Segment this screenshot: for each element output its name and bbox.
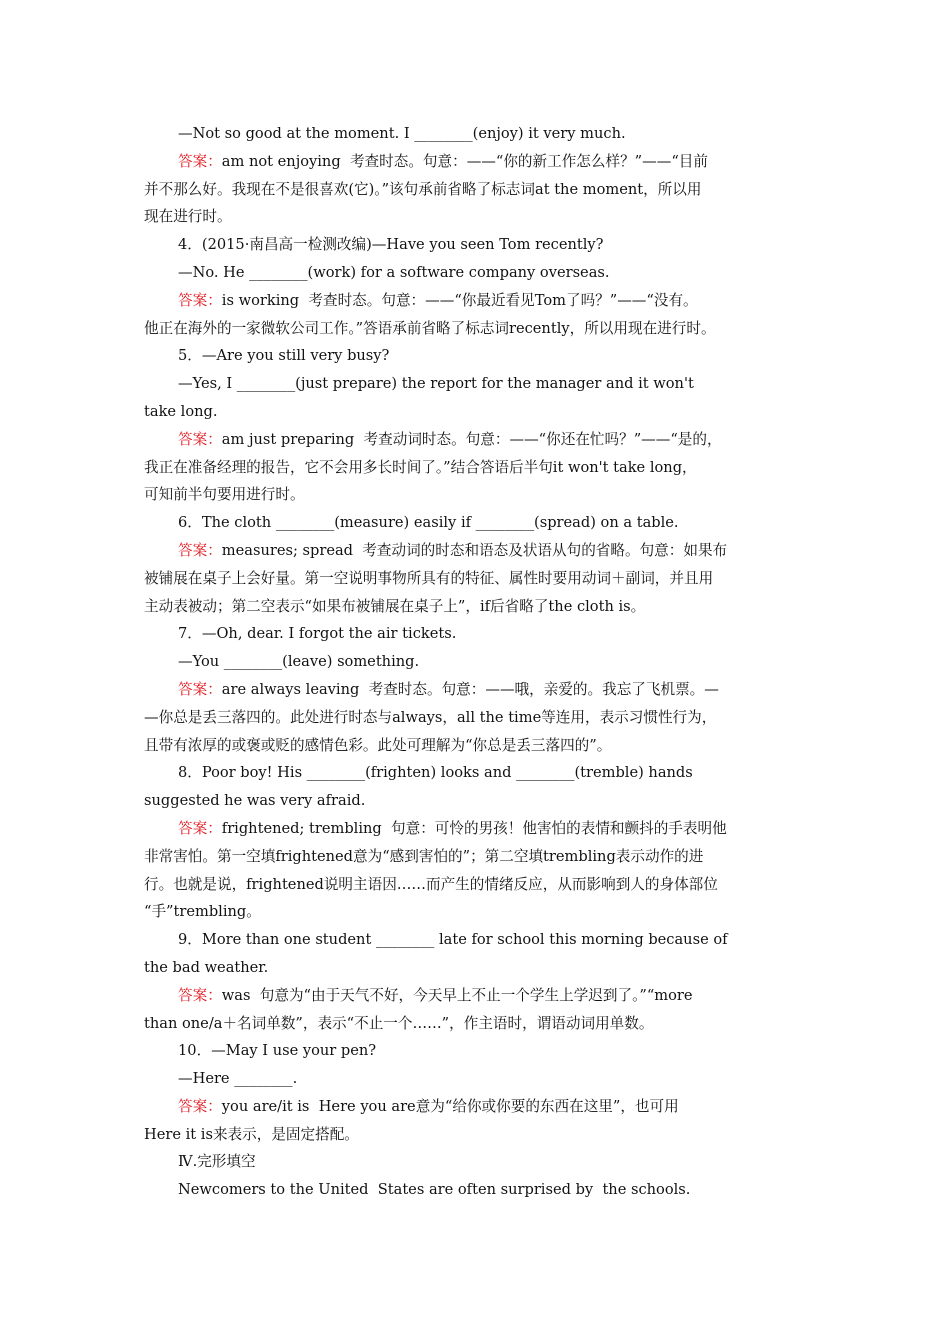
text-line xyxy=(144,203,806,231)
answer-line xyxy=(144,1093,806,1121)
answer-label: 答案： xyxy=(178,680,222,698)
answer-label: 答案： xyxy=(178,430,222,448)
line-text: —Yes, I ________(just prepare) the report for the manager and it won't xyxy=(178,375,694,393)
line-text: —Not so good at the moment. I ________(enjoy) it very much. xyxy=(178,125,626,142)
line-text: was 句意为“由于天气不好，今天早上不止一个学生上学迟到了。”“more xyxy=(221,986,693,1004)
line-text: Here it is来表示，是固定搭配。 xyxy=(144,1125,359,1143)
line-text: 7．—Oh, dear. I forgot the air tickets. xyxy=(178,625,457,643)
text-line xyxy=(144,787,806,815)
answer-line xyxy=(144,537,806,565)
text-line xyxy=(144,454,806,482)
text-line xyxy=(144,926,806,954)
line-text: suggested he was very afraid. xyxy=(144,792,366,810)
line-text: is working 考查时态。句意：——“你最近看见Tom了吗？”——“没有。 xyxy=(221,291,698,309)
text-line xyxy=(144,954,806,982)
line-text: the bad weather. xyxy=(144,958,269,976)
text-line xyxy=(144,732,806,760)
text-line xyxy=(144,1148,806,1176)
line-text: 且带有浓厚的或褒或贬的感情色彩。此处可理解为“你总是丢三落四的”。 xyxy=(144,736,612,754)
line-text: “手”trembling。 xyxy=(144,903,261,921)
line-text: 并不那么好。我现在不是很喜欢(它)。”该句承前省略了标志词at the moment，所以用 xyxy=(144,180,702,198)
line-text: you are/it is Here you are意为“给你或你要的东西在这里”，也可用 xyxy=(221,1097,679,1115)
text-line xyxy=(144,231,806,259)
answer-label: 答案： xyxy=(178,152,222,170)
line-text: are always leaving 考查时态。句意：——哦，亲爱的。我忘了飞机票。— xyxy=(221,680,719,698)
line-text: 非常害怕。第一空填frightened意为“感到害怕的”；第二空填trembling表示动作的进 xyxy=(144,847,704,865)
text-line xyxy=(144,398,806,426)
answer-label: 答案： xyxy=(178,1097,222,1115)
text-line xyxy=(144,648,806,676)
text-line xyxy=(144,1121,806,1149)
line-text: than one/a＋名词单数”，表示“不止一个……”，作主语时，谓语动词用单数。 xyxy=(144,1014,654,1032)
text-line xyxy=(144,509,806,537)
line-text: —你总是丢三落四的。此处进行时态与always，all the time等连用，表示习惯性行为， xyxy=(144,708,717,726)
text-line xyxy=(144,342,806,370)
answer-line xyxy=(144,676,806,704)
line-text: frightened; trembling 句意：可怜的男孩！他害怕的表情和颤抖的手表明他 xyxy=(221,819,727,837)
line-text: —You ________(leave) something. xyxy=(178,653,420,671)
text-line xyxy=(144,315,806,343)
line-text: —Here ________. xyxy=(178,1070,298,1088)
answer-label: 答案： xyxy=(178,291,222,309)
answer-line xyxy=(144,287,806,315)
text-line xyxy=(144,759,806,787)
line-text: am just preparing 考查动词时态。句意：——“你还在忙吗？”——“是的， xyxy=(221,430,722,448)
line-text: 行。也就是说，frightened说明主语因……而产生的情绪反应，从而影响到人的身体部位 xyxy=(144,875,718,893)
line-text: 被铺展在桌子上会好量。第一空说明事物所具有的特征、属性时要用动词＋副词，并且用 xyxy=(144,569,714,587)
text-line xyxy=(144,120,806,148)
text-line xyxy=(144,481,806,509)
answer-label: 答案： xyxy=(178,541,222,559)
line-text: 8．Poor boy! His ________(frighten) looks and ________(tremble) hands xyxy=(178,764,693,782)
text-line xyxy=(144,565,806,593)
text-line xyxy=(144,898,806,926)
text-line xyxy=(144,259,806,287)
text-line xyxy=(144,370,806,398)
text-line xyxy=(144,1176,806,1204)
line-text: 10．—May I use your pen? xyxy=(178,1042,377,1060)
line-text: Ⅳ.完形填空 xyxy=(178,1153,256,1171)
line-text: 主动表被动；第二空表示“如果布被铺展在桌子上”，if后省略了the cloth is。 xyxy=(144,597,646,615)
text-line xyxy=(144,1065,806,1093)
text-line xyxy=(144,620,806,648)
text-line xyxy=(144,1037,806,1065)
text-line xyxy=(144,843,806,871)
text-line xyxy=(144,704,806,732)
line-text: 6．The cloth ________(measure) easily if ________(spread) on a table. xyxy=(178,514,679,532)
line-text: Newcomers to the United States are often surprised by the schools. xyxy=(178,1181,691,1199)
answer-line xyxy=(144,426,806,454)
line-text: 5．—Are you still very busy? xyxy=(178,347,390,365)
answer-label: 答案： xyxy=(178,819,222,837)
line-text: 4．(2015·南昌高一检测改编)—Have you seen Tom recently? xyxy=(178,236,604,254)
text-line xyxy=(144,871,806,899)
answer-line xyxy=(144,982,806,1010)
line-text: 可知前半句要用进行时。 xyxy=(144,486,305,504)
line-text: measures; spread 考查动词的时态和语态及状语从句的省略。句意：如果布 xyxy=(221,541,728,559)
answer-label: 答案： xyxy=(178,986,222,1004)
line-text: 9．More than one student ________ late for school this morning because of xyxy=(178,931,728,949)
document-body xyxy=(144,120,806,1204)
text-line xyxy=(144,1010,806,1038)
line-text: —No. He ________(work) for a software company overseas. xyxy=(178,263,610,281)
answer-line xyxy=(144,148,806,176)
answer-line xyxy=(144,815,806,843)
text-line xyxy=(144,176,806,204)
line-text: take long. xyxy=(144,402,218,420)
line-text: am not enjoying 考查时态。句意：——“你的新工作怎么样？”——“目前 xyxy=(221,152,708,170)
line-text: 现在进行时。 xyxy=(144,208,232,226)
text-line xyxy=(144,593,806,621)
line-text: 他正在海外的一家微软公司工作。”答语承前省略了标志词recently，所以用现在进行时。 xyxy=(144,319,716,337)
line-text: 我正在准备经理的报告，它不会用多长时间了。”结合答语后半句it won't take long， xyxy=(144,458,697,476)
